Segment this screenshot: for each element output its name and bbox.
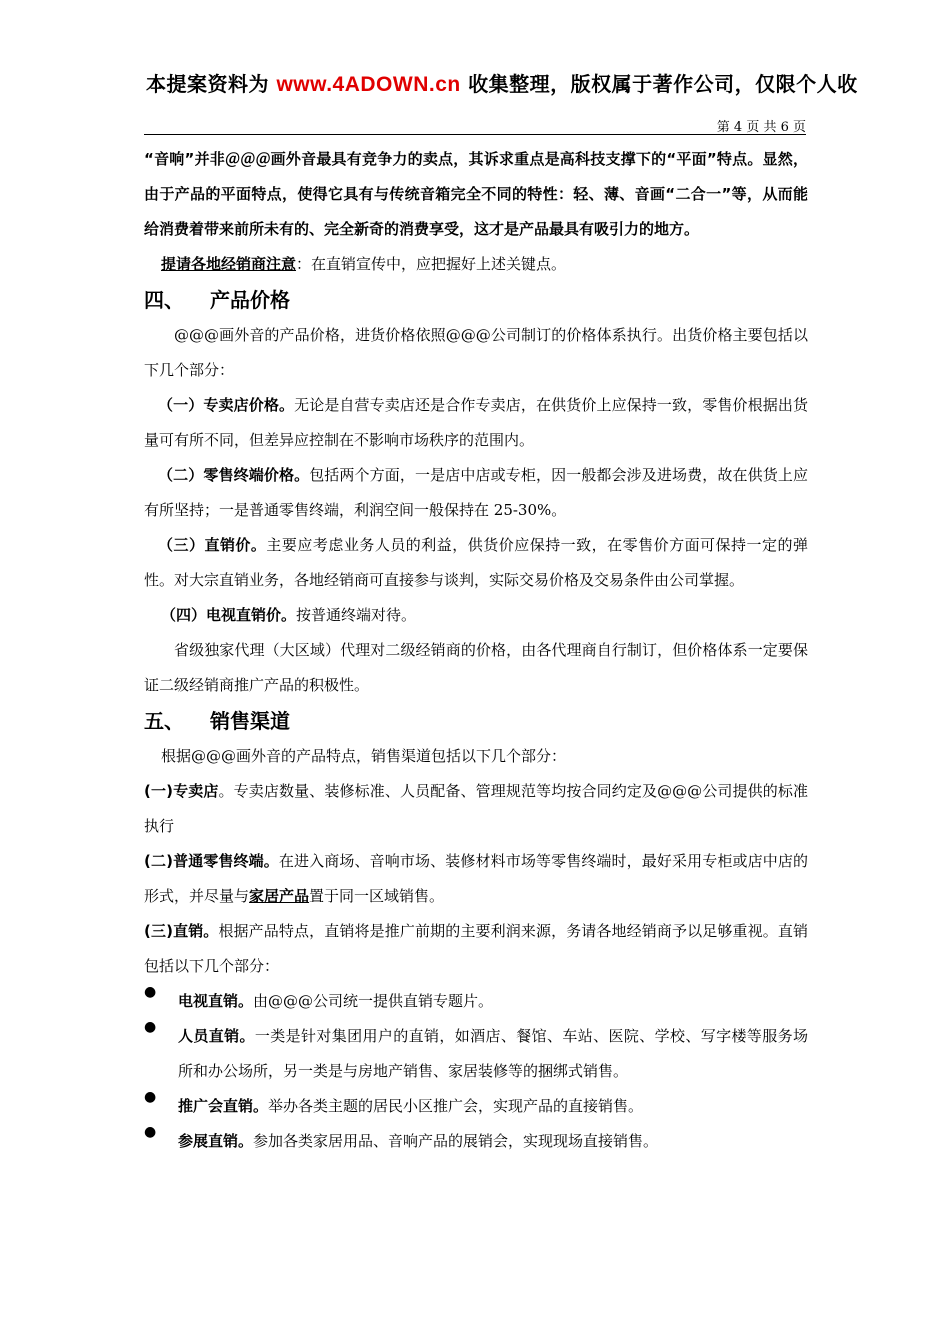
intro-paragraph: “音响”并非＠＠＠画外音最具有竞争力的卖点，其诉求重点是高科技支撑下的“平面”特点。显然，由于产品的平面特点，使得它具有与传统音箱完全不同的特性：轻、薄、音画“二合一”等，从而能给消费着带来前所未有的、完全新奇的消费享受，这才是产品最具有吸引力的地方。 — [144, 150, 808, 238]
price-item-text: 包括两个方面，一是店中店或专柜，因一般都会涉及进场费，故在供货上应有所坚持；一是普通零售终端，利润空间一般保持在 25-30%。 — [144, 466, 808, 519]
bullet-label: 参展直销。 — [178, 1132, 254, 1150]
channel-item-text: 根据产品特点，直销将是推广前期的主要利润来源，务请各地经销商予以足够重视。直销包括以下几个部分： — [144, 922, 808, 975]
bullet-label: 推广会直销。 — [178, 1097, 269, 1115]
bullet-label: 人员直销。 — [178, 1027, 255, 1045]
notice-label: 提请各地经销商注意 — [161, 255, 297, 273]
section-title: 产品价格 — [210, 288, 290, 312]
notice-paragraph — [144, 247, 808, 282]
bullet-item — [144, 1019, 808, 1089]
bullet-text: 一类是针对集团用户的直销，如酒店、餐馆、车站、医院、学校、写字楼等服务场所和办公场所，另一类是与房地产销售、家居装修等的捆绑式销售。 — [178, 1027, 808, 1080]
header-divider — [144, 134, 806, 135]
document-body — [144, 142, 808, 1159]
bullet-text: 参加各类家居用品、音响产品的展销会，实现现场直接销售。 — [253, 1132, 659, 1150]
price-item — [144, 388, 808, 458]
price-item-label: （一）专卖店价格。 — [158, 396, 295, 414]
channel-item-text: 在进入商场、音响市场、装修材料市场等零售终端时，最好采用专柜或店中店的形式，并尽量与 — [144, 852, 808, 905]
section-title: 销售渠道 — [210, 709, 290, 733]
price-intro: @@@画外音的产品价格，进货价格依照@@@公司制订的价格体系执行。出货价格主要包括以下几个部分： — [144, 326, 808, 379]
channel-item-label: (一)专卖店 — [144, 782, 219, 800]
channel-item-text-end: 置于同一区域销售。 — [309, 887, 445, 905]
page-number: 第 4 页 共 6 页 — [716, 120, 806, 135]
bullet-label: 电视直销。 — [178, 992, 254, 1010]
bullet-icon: ● — [144, 1124, 157, 1140]
bullet-item — [144, 1089, 808, 1124]
price-item — [144, 528, 808, 598]
watermark-banner — [146, 68, 950, 97]
bullet-icon: ● — [144, 1089, 157, 1105]
notice-text: ：在直销宣传中，应把握好上述关键点。 — [296, 255, 567, 273]
channel-item — [144, 914, 808, 984]
bullet-icon: ● — [144, 1019, 157, 1035]
banner-suffix: 收集整理，版权属于著作公司，仅限个人收 — [460, 72, 858, 96]
bullet-item — [144, 984, 808, 1019]
home-products-link[interactable]: 家居产品 — [249, 887, 310, 905]
channel-item — [144, 844, 808, 914]
banner-prefix: 本提案资料为 — [146, 72, 277, 96]
bullet-icon: ● — [144, 984, 157, 1000]
bullet-text: 由@@@公司统一提供直销专题片。 — [253, 992, 494, 1010]
banner-site-link[interactable]: www.4ADOWN.cn — [276, 73, 461, 96]
section-heading-channels — [144, 703, 808, 739]
bullet-item — [144, 1124, 808, 1159]
channel-item-text: 。专卖店数量、装修标准、人员配备、管理规范等均按合同约定及@@@公司提供的标准执行 — [144, 782, 808, 835]
channel-item-label: (三)直销。 — [144, 922, 219, 940]
section-number: 五、 — [144, 709, 184, 733]
price-item-label: （三）直销价。 — [158, 536, 267, 554]
section-number: 四、 — [144, 288, 184, 312]
price-item — [144, 598, 808, 633]
channels-intro: 根据@@@画外音的产品特点，销售渠道包括以下几个部分： — [161, 747, 567, 765]
channel-item — [144, 774, 808, 844]
price-item — [144, 458, 808, 528]
price-item-text: 无论是自营专卖店还是合作专卖店，在供货价上应保持一致，零售价根据出货量可有所不同，但差异应控制在不影响市场秩序的范围内。 — [144, 396, 808, 449]
price-item-label: （二）零售终端价格。 — [158, 466, 310, 484]
price-item-text: 按普通终端对待。 — [296, 606, 417, 624]
price-item-label: （四）电视直销价。 — [161, 606, 297, 624]
price-item-text: 主要应考虑业务人员的利益，供货价应保持一致，在零售价方面可保持一定的弹性。对大宗直销业务，各地经销商可直接参与谈判，实际交易价格及交易条件由公司掌握。 — [144, 536, 808, 589]
section-heading-price — [144, 282, 808, 318]
price-closing: 省级独家代理（大区域）代理对二级经销商的价格，由各代理商自行制订，但价格体系一定要保证二级经销商推广产品的积极性。 — [144, 641, 808, 694]
channel-item-label: (二)普通零售终端。 — [144, 852, 279, 870]
bullet-text: 举办各类主题的居民小区推广会，实现产品的直接销售。 — [268, 1097, 644, 1115]
